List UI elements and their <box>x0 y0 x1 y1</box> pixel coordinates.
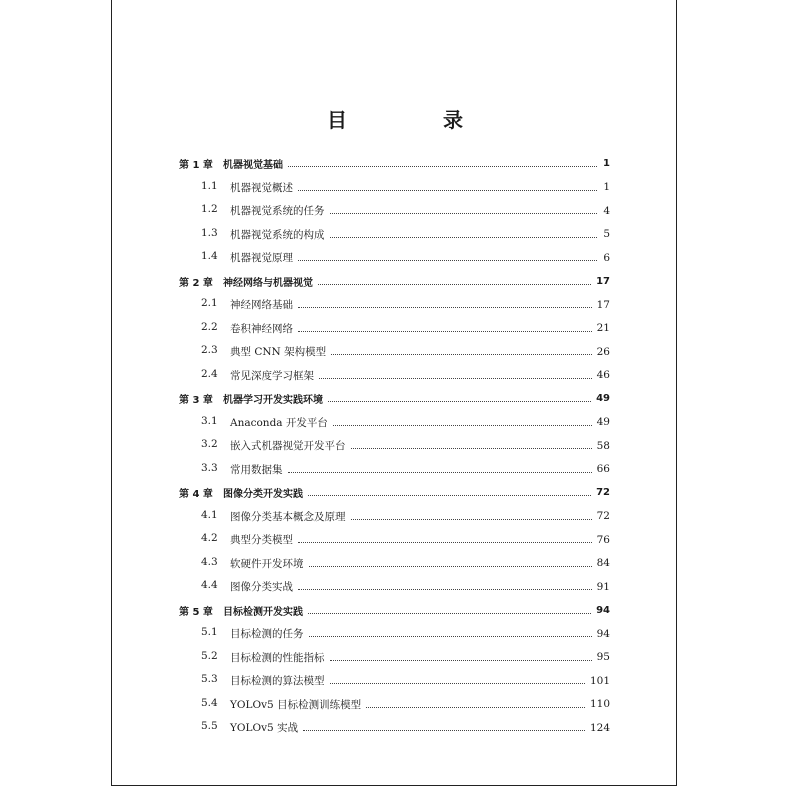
entry-number: 4.1 <box>201 508 218 521</box>
toc-chapter-entry <box>179 599 610 623</box>
entry-label <box>201 415 328 430</box>
entry-page-number: 49 <box>596 416 610 429</box>
entry-label <box>201 344 326 359</box>
dot-leader <box>330 213 598 214</box>
entry-title: YOLOv5 目标检测训练模型 <box>230 698 362 711</box>
entry-number: 5.4 <box>201 696 218 709</box>
entry-page-number: 84 <box>596 557 610 570</box>
entry-number: 5.5 <box>201 720 218 733</box>
entry-number: 2.4 <box>201 367 218 380</box>
entry-label <box>201 250 293 265</box>
entry-title: 软硬件开发环境 <box>230 557 304 570</box>
entry-number: 2.1 <box>201 297 218 310</box>
entry-page-number: 110 <box>589 698 610 711</box>
entry-label <box>201 579 293 594</box>
entry-number: 2.2 <box>201 320 218 333</box>
entry-title: 典型 CNN 架构模型 <box>230 346 327 359</box>
entry-label <box>201 180 293 195</box>
entry-page-number: 76 <box>596 533 610 546</box>
entry-label <box>179 274 313 289</box>
entry-title: 目标检测的性能指标 <box>230 651 325 664</box>
entry-number: 1.1 <box>201 179 218 192</box>
entry-page-number: 26 <box>596 345 610 358</box>
page-title: 目 录 <box>327 108 501 132</box>
dot-leader <box>330 237 598 238</box>
dot-leader <box>298 589 592 590</box>
entry-page-number: 4 <box>603 204 610 217</box>
entry-label <box>201 462 283 477</box>
toc-section-entry <box>179 364 610 388</box>
entry-label <box>201 321 293 336</box>
table-of-contents <box>179 152 610 740</box>
entry-page-number: 58 <box>596 439 610 452</box>
dot-leader <box>366 707 585 708</box>
dot-leader <box>298 260 597 261</box>
toc-section-entry <box>179 293 610 317</box>
entry-label <box>179 391 323 406</box>
entry-page-number: 72 <box>596 487 610 499</box>
toc-section-entry <box>179 411 610 435</box>
dot-leader <box>288 472 592 473</box>
entry-page-number: 94 <box>596 627 610 640</box>
entry-page-number: 46 <box>596 369 610 382</box>
entry-title: 嵌入式机器视觉开发平台 <box>230 440 346 453</box>
entry-number: 第 3 章 <box>179 395 213 407</box>
toc-section-entry <box>179 458 610 482</box>
entry-label <box>201 697 361 712</box>
dot-leader <box>303 730 585 731</box>
dot-leader <box>351 448 592 449</box>
dot-leader <box>330 683 585 684</box>
entry-title: 目标检测的算法模型 <box>230 675 325 688</box>
toc-section-entry <box>179 176 610 200</box>
entry-title: 机器视觉系统的构成 <box>230 228 325 241</box>
entry-number: 4.4 <box>201 579 218 592</box>
entry-page-number: 66 <box>596 463 610 476</box>
entry-number: 4.2 <box>201 532 218 545</box>
toc-section-entry <box>179 223 610 247</box>
toc-section-entry <box>179 669 610 693</box>
entry-title: 机器视觉原理 <box>230 252 293 265</box>
entry-number: 3.3 <box>201 461 218 474</box>
entry-title: 图像分类实战 <box>230 581 293 594</box>
dot-leader <box>330 660 592 661</box>
entry-page-number: 17 <box>596 275 610 287</box>
entry-number: 1.3 <box>201 226 218 239</box>
entry-label <box>179 485 303 500</box>
entry-number: 3.2 <box>201 438 218 451</box>
entry-page-number: 1 <box>603 158 610 170</box>
entry-page-number: 94 <box>596 604 610 616</box>
entry-title: 神经网络基础 <box>230 299 293 312</box>
entry-label <box>201 438 346 453</box>
toc-section-entry <box>179 528 610 552</box>
entry-page-number: 49 <box>596 393 610 405</box>
toc-section-entry <box>179 622 610 646</box>
entry-title: 机器视觉基础 <box>223 160 283 172</box>
entry-title: 典型分类模型 <box>230 534 293 547</box>
entry-page-number: 124 <box>589 721 610 734</box>
entry-label <box>201 532 293 547</box>
entry-page-number: 95 <box>596 651 610 664</box>
toc-section-entry <box>179 716 610 740</box>
entry-number: 1.4 <box>201 250 218 263</box>
entry-page-number: 17 <box>596 298 610 311</box>
entry-title: 机器学习开发实践环境 <box>223 395 323 407</box>
entry-label <box>201 509 346 524</box>
entry-title: 常见深度学习框架 <box>230 369 314 382</box>
entry-number: 5.2 <box>201 649 218 662</box>
toc-section-entry <box>179 317 610 341</box>
entry-page-number: 101 <box>589 674 610 687</box>
entry-title: 机器视觉概述 <box>230 181 293 194</box>
entry-label <box>179 156 283 171</box>
entry-page-number: 72 <box>596 510 610 523</box>
toc-section-entry <box>179 646 610 670</box>
entry-number: 1.2 <box>201 203 218 216</box>
entry-page-number: 6 <box>603 251 610 264</box>
entry-label <box>201 720 298 735</box>
entry-number: 5.3 <box>201 673 218 686</box>
entry-page-number: 1 <box>603 181 610 194</box>
entry-number: 第 4 章 <box>179 489 213 501</box>
entry-number: 2.3 <box>201 344 218 357</box>
entry-number: 5.1 <box>201 626 218 639</box>
toc-section-entry <box>179 693 610 717</box>
entry-page-number: 91 <box>596 580 610 593</box>
dot-leader <box>351 519 592 520</box>
entry-number: 第 2 章 <box>179 277 213 289</box>
entry-title: 目标检测的任务 <box>230 628 304 641</box>
entry-title: Anaconda 开发平台 <box>230 416 328 429</box>
entry-title: 卷积神经网络 <box>230 322 293 335</box>
dot-leader <box>333 425 592 426</box>
entry-page-number: 5 <box>603 228 610 241</box>
toc-section-entry <box>179 199 610 223</box>
toc-section-entry <box>179 552 610 576</box>
entry-number: 4.3 <box>201 555 218 568</box>
dot-leader <box>308 495 591 496</box>
toc-chapter-entry <box>179 387 610 411</box>
dot-leader <box>298 542 592 543</box>
toc-chapter-entry <box>179 152 610 176</box>
dot-leader <box>331 354 592 355</box>
toc-section-entry <box>179 575 610 599</box>
dot-leader <box>309 636 592 637</box>
entry-title: 机器视觉系统的任务 <box>230 205 325 218</box>
entry-title: 神经网络与机器视觉 <box>223 277 313 289</box>
entry-label <box>201 673 325 688</box>
toc-chapter-entry <box>179 270 610 294</box>
toc-section-entry <box>179 505 610 529</box>
dot-leader <box>318 284 591 285</box>
entry-number: 第 5 章 <box>179 606 213 618</box>
entry-title: YOLOv5 实战 <box>230 722 299 735</box>
dot-leader <box>308 613 591 614</box>
entry-number: 第 1 章 <box>179 160 213 172</box>
dot-leader <box>298 331 592 332</box>
entry-label <box>179 603 303 618</box>
entry-title: 常用数据集 <box>230 463 283 476</box>
dot-leader <box>298 190 597 191</box>
entry-number: 3.1 <box>201 414 218 427</box>
entry-label <box>201 227 325 242</box>
entry-title: 图像分类开发实践 <box>223 489 303 501</box>
toc-chapter-entry <box>179 481 610 505</box>
entry-title: 图像分类基本概念及原理 <box>230 510 346 523</box>
entry-label <box>201 556 304 571</box>
entry-title: 目标检测开发实践 <box>223 606 303 618</box>
dot-leader <box>328 401 591 402</box>
dot-leader <box>288 166 597 167</box>
dot-leader <box>309 566 592 567</box>
dot-leader <box>298 307 592 308</box>
dot-leader <box>319 378 592 379</box>
toc-section-entry <box>179 340 610 364</box>
entry-label <box>201 368 314 383</box>
entry-label <box>201 203 325 218</box>
toc-section-entry <box>179 246 610 270</box>
entry-page-number: 21 <box>596 322 610 335</box>
entry-label <box>201 626 304 641</box>
entry-label <box>201 650 325 665</box>
entry-label <box>201 297 293 312</box>
toc-section-entry <box>179 434 610 458</box>
